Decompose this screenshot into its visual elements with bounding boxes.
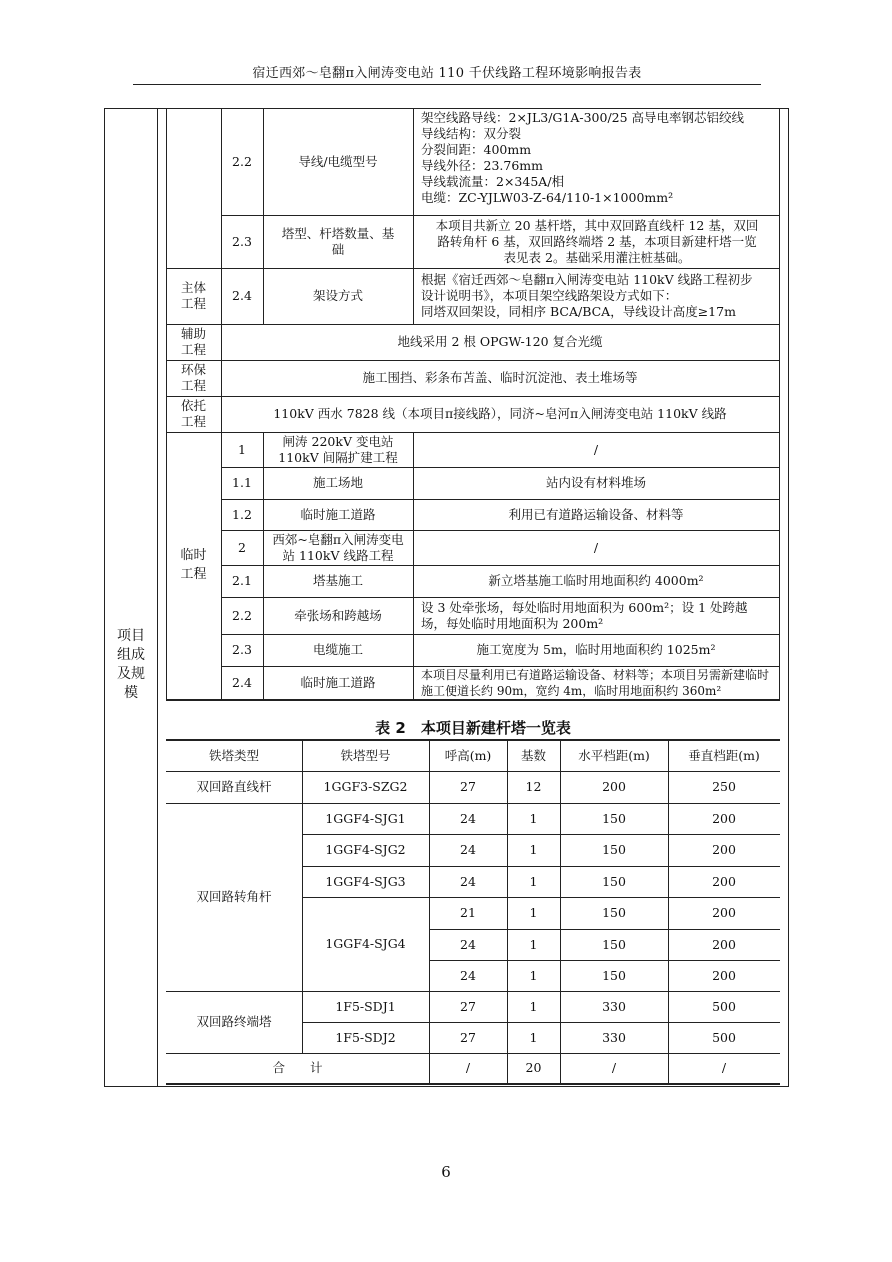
row-hspan: 200	[602, 779, 626, 794]
row-hspan: 150	[602, 842, 626, 857]
row-vspan: 200	[712, 842, 736, 857]
tower-group: 双回路终端塔	[196, 1014, 272, 1029]
section-divider	[157, 108, 158, 1087]
row-height: 27	[460, 998, 476, 1014]
row-count: 12	[525, 779, 542, 794]
col-header: 铁塔类型	[208, 747, 259, 763]
row-content: 利用已有道路运输设备、材料等	[508, 506, 684, 522]
tower-model: 1GGF3-SZG2	[323, 779, 408, 794]
row-vspan: 250	[712, 779, 736, 794]
grid-line	[413, 108, 414, 324]
col-header: 铁塔型号	[340, 747, 391, 763]
row-hspan: 150	[602, 967, 626, 983]
section-label: 项目 组成 及规 模	[117, 628, 145, 701]
row-hspan: 330	[602, 998, 626, 1014]
row-item: 临时施工道路	[300, 674, 376, 690]
row-height: 24	[460, 967, 476, 983]
row-height: 24	[460, 810, 476, 826]
row-vspan: 200	[712, 810, 736, 826]
row-no: 2.1	[232, 573, 252, 588]
grid-line	[166, 699, 780, 701]
row-item: 施工场地	[312, 475, 363, 490]
row-content: 架空线路导线：2×JL3/G1A-300/25 高导电率钢芯铝绞线 导线结构：双分裂 分裂间距：400mm 导线外径：23.76mm 导线载流量：2×345A/相 电缆：ZC-YJLW03-Z-64/110-1×1000mm²	[421, 110, 745, 205]
row-count: 1	[529, 810, 538, 826]
grid-line	[779, 108, 780, 700]
row-item: 电缆施工	[312, 642, 363, 657]
tower-model: 1GGF4-SJG2	[325, 842, 406, 857]
row-vspan: 200	[712, 905, 736, 920]
row-height: 24	[460, 842, 476, 857]
row-no: 2.2	[232, 607, 252, 623]
row-count: 1	[529, 1029, 538, 1045]
total-label: 合 计	[272, 1060, 323, 1075]
page-header: 宿迁西郊～皂翻π入闸涛变电站 110 千伏线路工程环境影响报告表	[252, 66, 642, 81]
col-header: 水平档距(m)	[578, 747, 650, 763]
category-label: 辅助 工程	[180, 326, 206, 357]
row-content: 本项目尽量利用已有道路运输设备、材料等；本项目另需新建临时施工便道长约 90m，宽约 4m，临时用地面积约 360m²	[421, 667, 770, 698]
row-no: 1.1	[232, 475, 252, 490]
row-count: 1	[529, 998, 538, 1014]
total-hspan: /	[611, 1060, 617, 1075]
row-no: 1	[238, 441, 246, 457]
row-hspan: 330	[602, 1029, 626, 1045]
total-vspan: /	[721, 1060, 727, 1075]
row-vspan: 200	[712, 967, 736, 983]
row-height: 27	[460, 1029, 476, 1045]
category-label: 依托 工程	[180, 398, 206, 429]
env-content: 施工围挡、彩条布苫盖、临时沉淀池、表土堆场等	[362, 370, 638, 385]
row-item: 架设方式	[312, 288, 363, 303]
row-height: 24	[460, 936, 476, 952]
row-content: 本项目共新立 20 基杆塔，其中双回路直线杆 12 基，双回 路转角杆 6 基，双回路终端塔 2 基，本项目新建杆塔一览 表见表 2。基础采用灌注桩基础。	[435, 217, 759, 265]
row-hspan: 150	[602, 905, 626, 920]
row-vspan: 500	[712, 1029, 736, 1045]
row-item: 临时施工道路	[300, 506, 376, 522]
row-content: 施工宽度为 5m，临时用地面积约 1025m²	[476, 642, 716, 657]
row-item: 牵张场和跨越场	[294, 607, 382, 623]
row-item: 导线/电缆型号	[298, 153, 378, 169]
row-no: 2.3	[232, 642, 252, 657]
tower-model: 1F5-SDJ2	[335, 1029, 396, 1045]
row-hspan: 150	[602, 873, 626, 889]
tower-model: 1GGF4-SJG4	[325, 936, 406, 951]
category-label: 主体 工程	[180, 280, 206, 311]
category-label: 临时 工程	[180, 548, 207, 582]
row-hspan: 150	[602, 810, 626, 826]
row-no: 2.2	[232, 153, 252, 169]
category-label: 环保 工程	[180, 362, 206, 393]
tower-model: 1F5-SDJ1	[335, 998, 396, 1014]
row-vspan: 500	[712, 998, 736, 1014]
row-content: 新立塔基施工临时用地面积约 4000m²	[488, 573, 704, 588]
row-height: 24	[460, 873, 476, 889]
col-header: 呼高(m)	[444, 747, 492, 763]
row-height: 27	[460, 779, 476, 794]
row-item: 塔基施工	[312, 573, 363, 588]
row-content: 设 3 处牵张场，每处临时用地面积为 600m²；设 1 处跨越场，每处临时用地面积为 200m²	[421, 599, 748, 631]
total-count: 20	[525, 1060, 542, 1075]
row-no: 2.3	[232, 233, 252, 249]
tower-group: 双回路转角杆	[196, 889, 272, 904]
table2-title: 表 2 本项目新建杆塔一览表	[375, 719, 571, 737]
row-item: 塔型、杆塔数量、基础	[281, 225, 395, 257]
col-header: 垂直档距(m)	[688, 747, 760, 763]
total-height: /	[465, 1060, 471, 1075]
row-no: 1.2	[232, 506, 252, 522]
aux-content: 地线采用 2 根 OPGW-120 复合光缆	[397, 334, 603, 349]
row-hspan: 150	[602, 936, 626, 952]
tower-model: 1GGF4-SJG1	[325, 810, 406, 826]
row-content: 站内设有材料堆场	[545, 475, 646, 490]
row-count: 1	[529, 936, 538, 952]
row-no: 2	[238, 539, 246, 555]
row-count: 1	[529, 842, 538, 857]
row-no: 2.4	[232, 674, 252, 690]
dep-content: 110kV 西水 7828 线（本项目π接线路），同济~皂河π入闸涛变电站 110kV 线路	[273, 406, 727, 421]
grid-line	[166, 1083, 780, 1085]
row-count: 1	[529, 967, 538, 983]
row-no: 2.4	[232, 288, 252, 303]
row-content: /	[593, 441, 599, 457]
tower-group: 双回路直线杆	[196, 779, 272, 794]
tower-model: 1GGF4-SJG3	[325, 873, 406, 889]
row-count: 1	[529, 873, 538, 889]
row-item: 西郊~皂翻π入闸涛变电站 110kV 线路工程	[272, 531, 404, 563]
row-vspan: 200	[712, 936, 736, 952]
row-vspan: 200	[712, 873, 736, 889]
row-item: 闸涛 220kV 变电站 110kV 间隔扩建工程	[278, 433, 398, 465]
header-rule	[133, 84, 761, 85]
row-content: 根据《宿迁西郊～皂翻π入闸涛变电站 110kV 线路工程初步 设计说明书》，本项目架空线路架设方式如下： 同塔双回架设，同相序 BCA/BCA，导线设计高度≥17m	[421, 272, 753, 319]
row-count: 1	[529, 905, 538, 920]
page-number: 6	[441, 1163, 451, 1181]
row-height: 21	[460, 905, 476, 920]
row-content: /	[593, 539, 599, 555]
col-header: 基数	[520, 747, 546, 763]
